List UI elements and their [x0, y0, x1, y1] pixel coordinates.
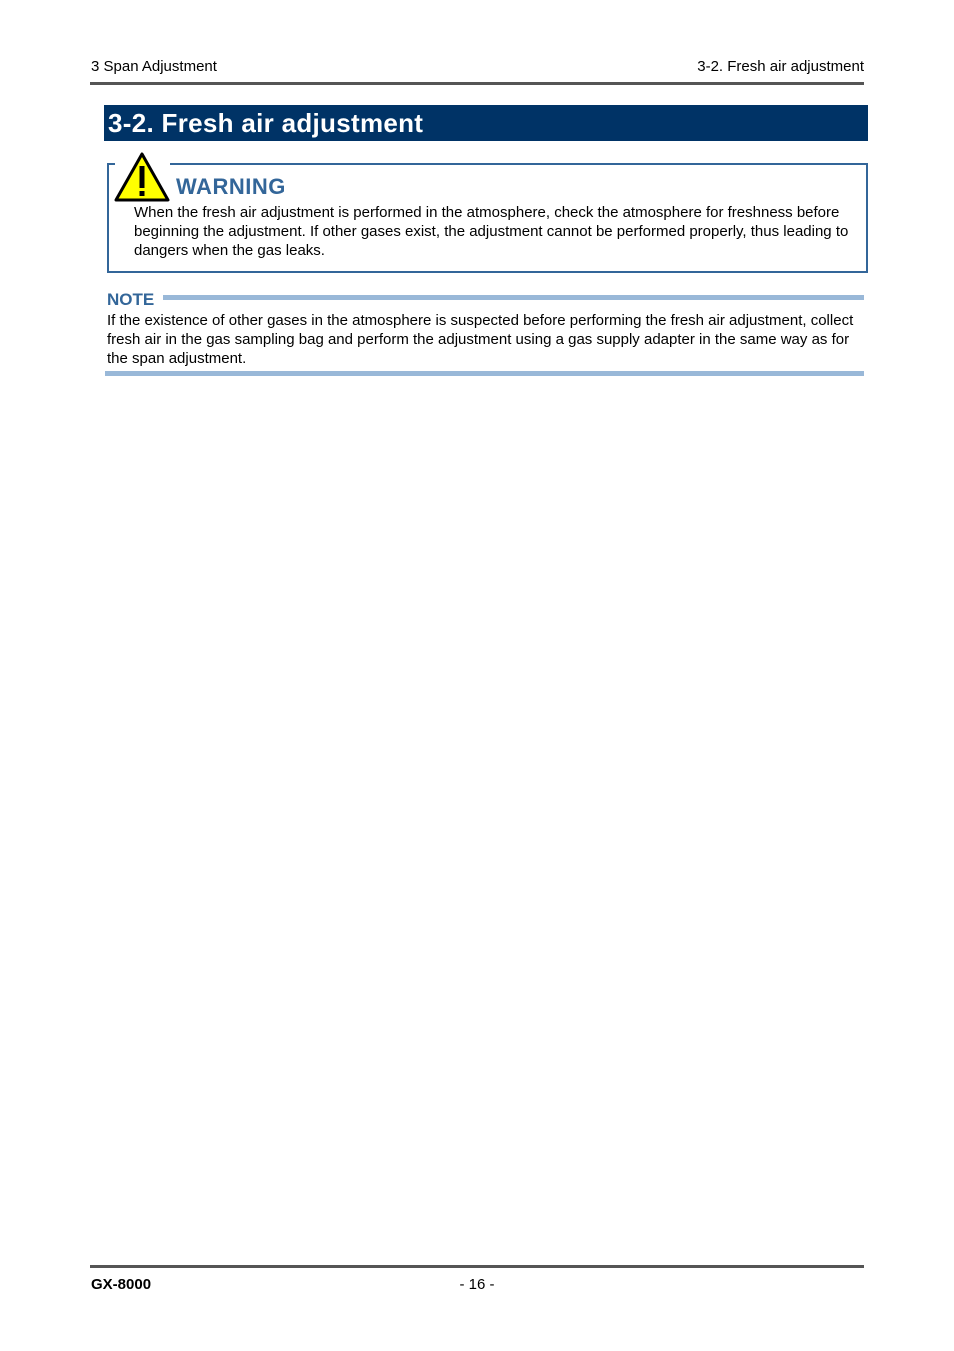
warning-title: WARNING: [176, 174, 286, 199]
note-bottom-bar: [105, 371, 864, 376]
note-text: If the existence of other gases in the atmosphere is suspected before performing the fresh air adjustment, collect fresh air in the gas sampling bag and perform the adjustment using a gas supply adapter in the same way as for the span adjustment.: [107, 312, 854, 367]
header-chapter: 3 Span Adjustment: [91, 58, 217, 75]
footer-divider: [90, 1265, 864, 1268]
warning-triangle-icon: [114, 152, 170, 202]
footer-model: GX-8000: [91, 1276, 152, 1293]
warning-box-top-line: [170, 163, 868, 165]
warning-text: When the fresh air adjustment is performed in the atmosphere, check the atmosphere for freshness before beginning the adjustment. If other gases exist, the adjustment cannot be performed properly, thus leading to dangers when the gas leaks.: [134, 204, 849, 259]
footer-page-number: - 16 -: [459, 1276, 495, 1293]
header-divider: [90, 82, 864, 85]
note-label: NOTE: [107, 290, 155, 309]
header-section: 3-2. Fresh air adjustment: [697, 58, 864, 75]
section-title: 3-2. Fresh air adjustment: [104, 105, 868, 141]
note-top-bar: [163, 295, 864, 300]
